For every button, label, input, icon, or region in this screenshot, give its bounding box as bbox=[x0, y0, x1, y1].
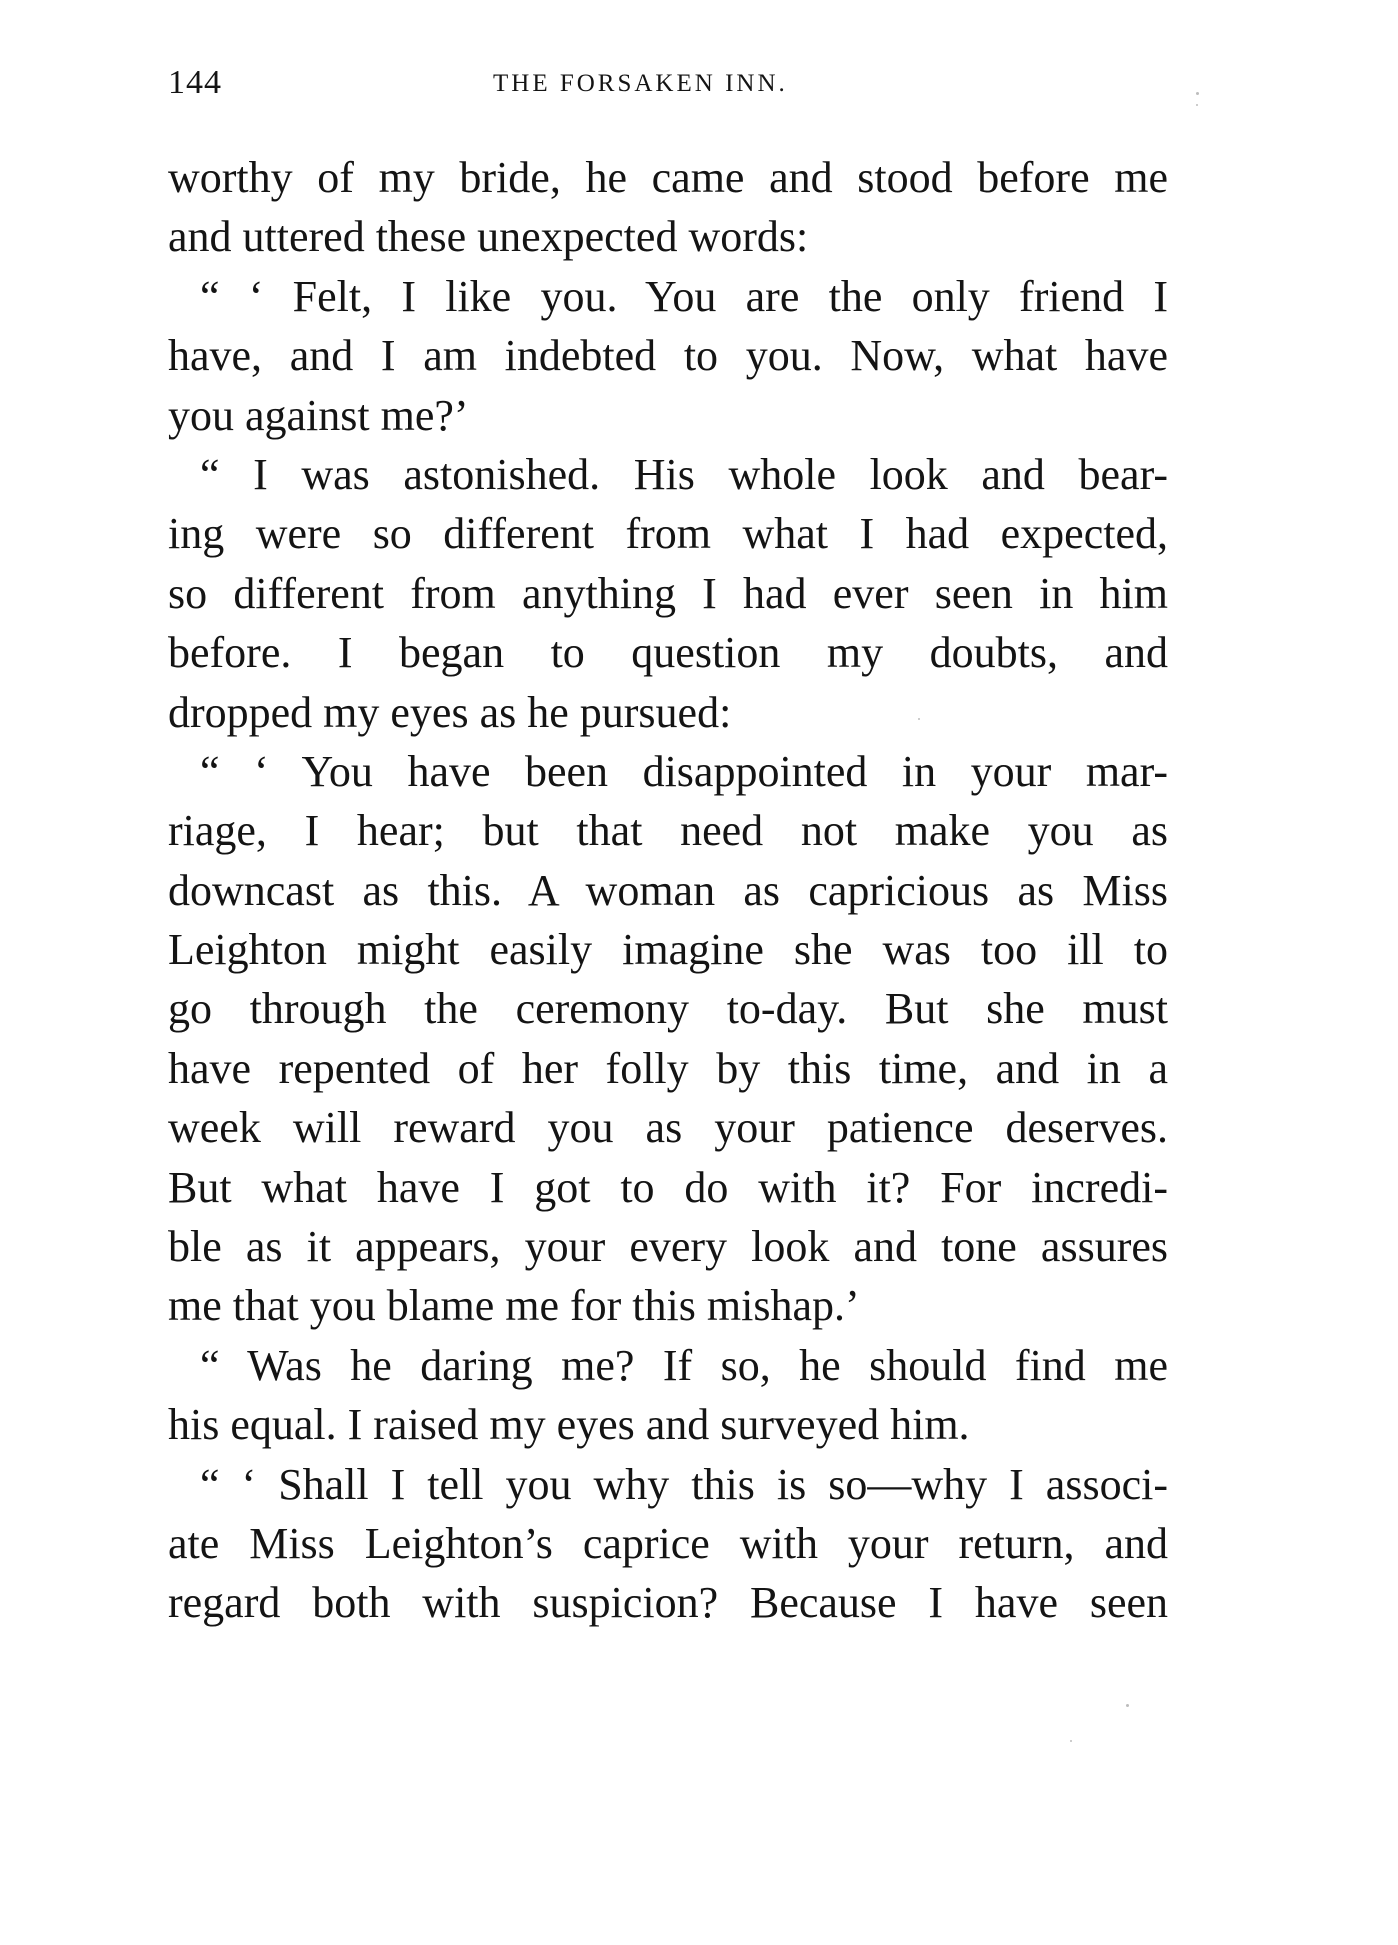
text-line: regard both with suspicion? Because I have seen bbox=[168, 1578, 1168, 1628]
text-line: Leighton might easily imagine she was too ill to bbox=[168, 925, 1168, 975]
page-number: 144 bbox=[168, 64, 222, 101]
paper-speck bbox=[918, 718, 920, 720]
text-line: before. I began to question my doubts, and bbox=[168, 628, 1168, 678]
text-line: But what have I got to do with it? For incredi- bbox=[168, 1162, 1168, 1212]
text-line: dropped my eyes as he pursued: bbox=[168, 687, 732, 737]
text-line: “ I was astonished. His whole look and bear- bbox=[200, 449, 1168, 499]
paper-speck bbox=[1126, 1704, 1129, 1707]
text-line: “ ‘ Felt, I like you. You are the only friend I bbox=[200, 271, 1168, 321]
text-line: downcast as this. A woman as capricious as Miss bbox=[168, 865, 1168, 915]
text-line: riage, I hear; but that need not make you as bbox=[168, 806, 1168, 856]
text-line: worthy of my bride, he came and stood before me bbox=[168, 153, 1168, 202]
text-line: “ Was he daring me? If so, he should find me bbox=[200, 1340, 1168, 1390]
text-line: week will reward you as your patience deserves. bbox=[168, 1103, 1168, 1153]
text-line: “ ‘ Shall I tell you why this is so—why I associ- bbox=[200, 1459, 1168, 1509]
text-line: ble as it appears, your every look and tone assures bbox=[168, 1222, 1168, 1272]
text-line: go through the ceremony to-day. But she must bbox=[168, 984, 1168, 1034]
paper-speck bbox=[1196, 92, 1199, 95]
text-line: me that you blame me for this mishap.’ bbox=[168, 1281, 860, 1331]
paper-speck bbox=[1196, 104, 1198, 106]
text-line: ing were so different from what I had expected, bbox=[168, 509, 1168, 559]
text-line: you against me?’ bbox=[168, 390, 469, 440]
page-header bbox=[168, 64, 1168, 104]
running-title: THE FORSAKEN INN. bbox=[493, 70, 788, 97]
text-line: and uttered these unexpected words: bbox=[168, 212, 809, 262]
body-text bbox=[168, 148, 1168, 1633]
text-line: so different from anything I had ever seen in him bbox=[168, 568, 1168, 618]
text-line: have repented of her folly by this time, and in a bbox=[168, 1043, 1168, 1093]
paper-speck bbox=[1070, 1740, 1072, 1742]
text-line: have, and I am indebted to you. Now, what have bbox=[168, 331, 1168, 381]
text-line: ate Miss Leighton’s caprice with your return, and bbox=[168, 1518, 1168, 1568]
text-line: “ ‘ You have been disappointed in your mar- bbox=[200, 746, 1168, 796]
text-line: his equal. I raised my eyes and surveyed him. bbox=[168, 1400, 970, 1450]
